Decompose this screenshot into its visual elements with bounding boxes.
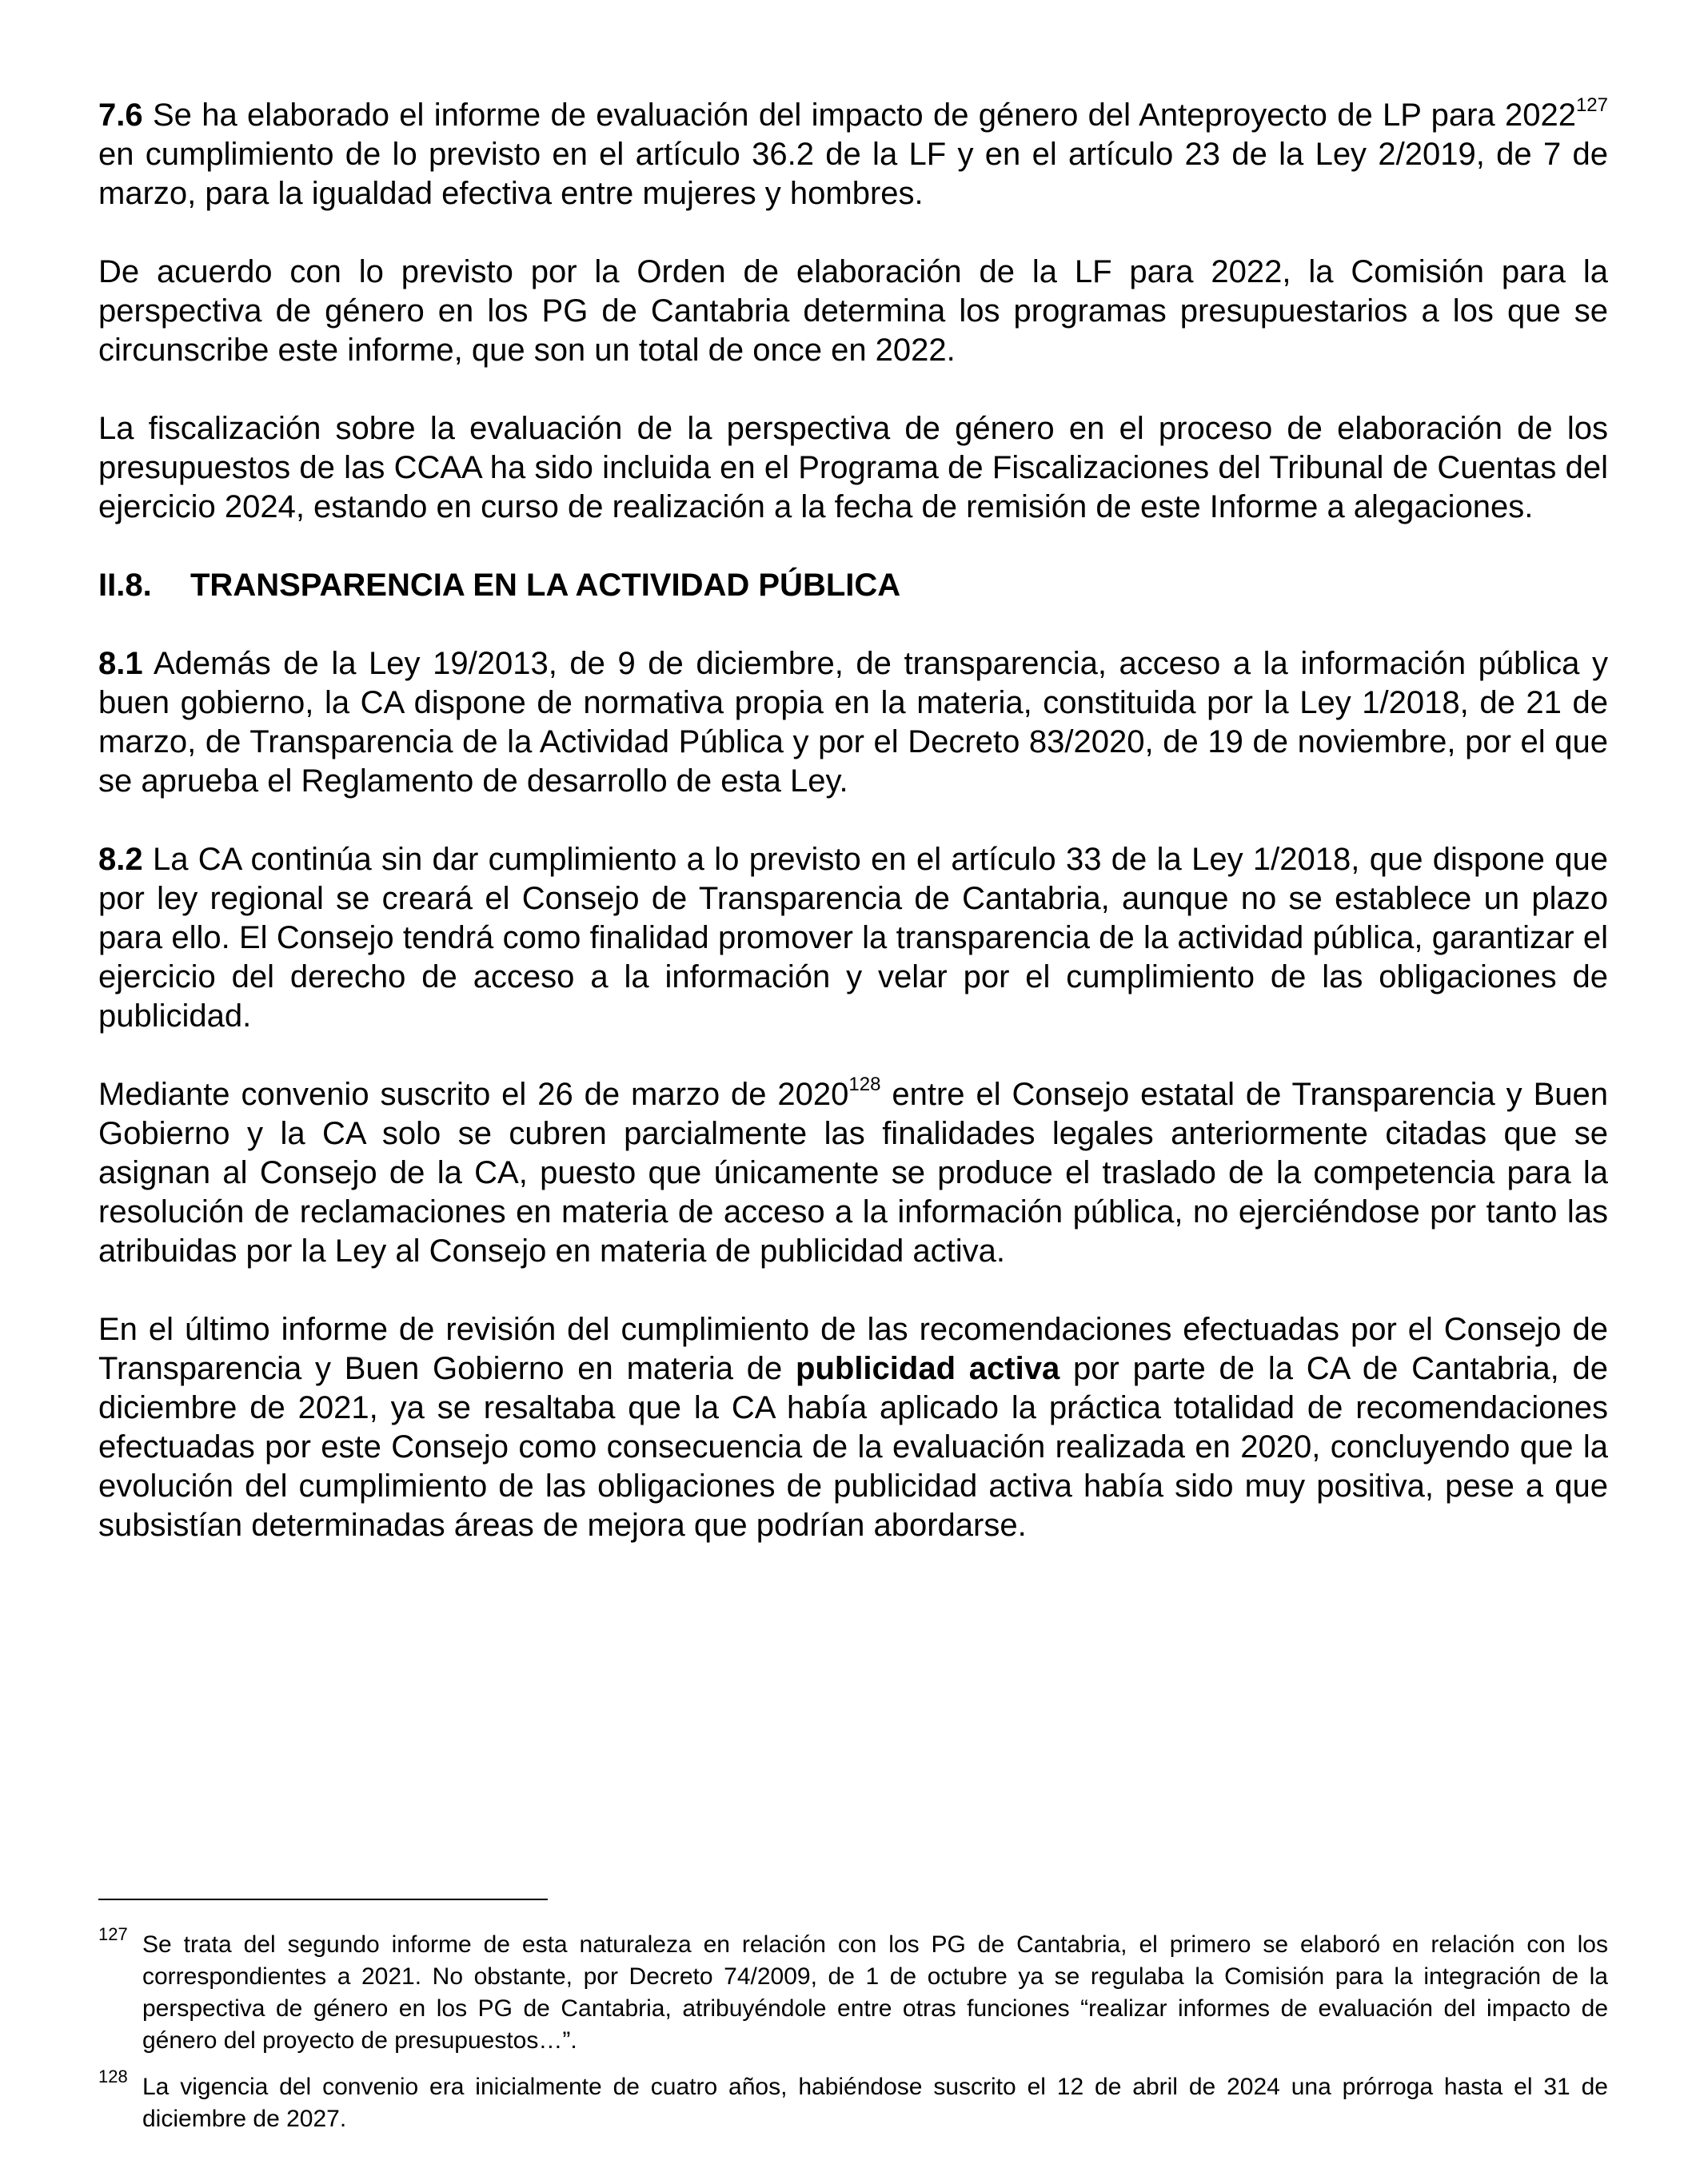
paragraph-7-6: 7.6 Se ha elaborado el informe de evaluación del impacto de género del Anteproyecto de LP para 2022$^{127}$ en cumplimiento de lo previsto en el artículo 36.2 de la LF y en el artículo 23 de la Ley 2/2019, de 7 de marzo, para la igualdad efectiva entre mujeres y hombres. [98,94,1608,211]
footnote-text: Se trata del segundo informe de esta naturaleza en relación con los PG de Cantabria, el primero se elaboró en relación con los correspondientes a 2021. No obstante, por Decreto 74/2009, de 1 de octubre ya se regulaba la Comisión para la integración de la perspectiva de género en los PG de Cantabria, atribuyéndole entre otras funciones “realizar informes de evaluación del impacto de género del proyecto de presupuestos…”. [142,1931,1608,2054]
paragraph-8-2: 8.2 La CA continúa sin dar cumplimiento a lo previsto en el artículo 33 de la Ley 1/2018, que dispone que por ley regional se creará el Consejo de Transparencia de Cantabria, aunque no se establece un plazo para ello. El Consejo tendrá como finalidad promover la transparencia de la actividad pública, garantizar el ejercicio del derecho de acceso a la información y velar por el cumplimiento de las obligaciones de publicidad. [98,842,1608,1034]
footnote-128 [98,2066,1608,2135]
footnote-divider [98,1899,548,1900]
document-body [98,96,1608,1584]
footnote-ref-128[interactable]: 128 [848,1073,881,1095]
section-number: II.8. [98,568,152,603]
footnote-ref-127[interactable]: 127 [1575,94,1608,116]
footnote-text: La vigencia del convenio era inicialmente de cuatro años, habiéndose suscrito el 12 de abril de 2024 una prórroga hasta el 31 de diciembre de 2027. [142,2074,1608,2132]
footnote-number: 127 [98,1924,128,1944]
footnotes [98,1899,1608,2150]
paragraph-ultimo-informe: En el último informe de revisión del cumplimiento de las recomendaciones efectuadas por el Consejo de Transparencia y Buen Gobierno en materia de publicidad activa por parte de la CA de Cantabria, de diciembre de 2021, ya se resaltaba que la CA había aplicado la práctica totalidad de recomendaciones efectuadas por este Consejo como consecuencia de la evaluación realizada en 2020, concluyendo que la evolución del cumplimiento de las obligaciones de publicidad activa había sido muy positiva, pese a que subsistían determinadas áreas de mejora que podrían abordarse. [98,1312,1608,1543]
footnote-number: 128 [98,2066,128,2086]
paragraph-number: 8.1 [98,646,143,681]
bold-term: publicidad activa [796,1351,1060,1386]
section-heading [98,566,1608,605]
paragraph-8-1: 8.1 Además de la Ley 19/2013, de 9 de diciembre, de transparencia, acceso a la información pública y buen gobierno, la CA dispone de normativa propia en la materia, constituida por la Ley 1/2018, de 21 de marzo, de Transparencia de la Actividad Pública y por el Decreto 83/2020, de 19 de noviembre, por el que se aprueba el Reglamento de desarrollo de esta Ley. [98,646,1608,799]
paragraph-convenio: Mediante convenio suscrito el 26 de marzo de 2020$^{128}$ entre el Consejo estatal de Transparencia y Buen Gobierno y la CA solo se cubren parcialmente las finalidades legales anteriormente citadas que se asignan al Consejo de la CA, puesto que únicamente se produce el traslado de la competencia para la resolución de reclamaciones en materia de acceso a la información pública, no ejerciéndose por tanto las atribuidas por la Ley al Consejo en materia de publicidad activa. [98,1073,1608,1269]
section-title: TRANSPARENCIA EN LA ACTIVIDAD PÚBLICA [190,568,901,603]
paragraph-orden-elaboracion: De acuerdo con lo previsto por la Orden de elaboración de la LF para 2022, la Comisión para la perspectiva de género en los PG de Cantabria determina los programas presupuestarios a los que se circunscribe este informe, que son un total de once en 2022. [98,254,1608,368]
paragraph-number: 8.2 [98,842,143,877]
footnote-127 [98,1924,1608,2057]
paragraph-number: 7.6 [98,98,143,133]
paragraph-fiscalizacion: La fiscalización sobre la evaluación de la perspectiva de género en el proceso de elaboración de los presupuestos de las CCAA ha sido incluida en el Programa de Fiscalizaciones del Tribunal de Cuentas del ejercicio 2024, estando en curso de realización a la fecha de remisión de este Informe a alegaciones. [98,411,1608,524]
